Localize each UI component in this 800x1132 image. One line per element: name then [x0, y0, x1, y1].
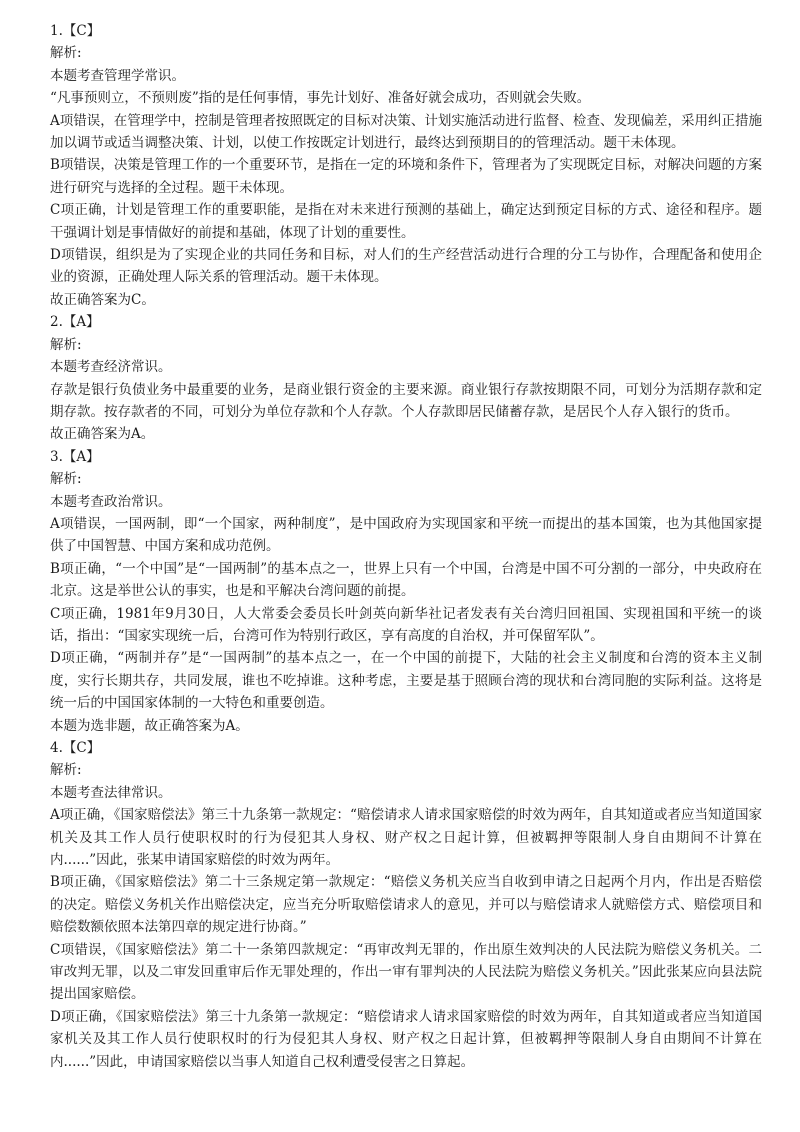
question-3 [50, 446, 762, 737]
topic-line: 本题考查管理学常识。 [50, 67, 185, 84]
analysis-paragraph: 存款是银行负债业务中最重要的业务，是商业银行资金的主要来源。商业银行存款按期限不同，可划分为活期存款和定期存款。按存款者的不同，可划分为单位存款和个人存款。个人存款即居民储蓄存款，是居民个人存入银行的货币。 [50, 381, 762, 420]
question-1 [50, 20, 762, 311]
question-number: 2.【A】 [50, 314, 100, 331]
analysis-paragraph: “凡事预则立，不预则废”指的是任何事情，事先计划好、准备好就会成功，否则就会失败。 [50, 90, 591, 107]
question-number: 4.【C】 [50, 740, 101, 756]
question-4 [50, 737, 762, 1073]
question-2 [50, 311, 762, 445]
topic-line: 本题考查政治常识。 [50, 493, 172, 510]
option-a-explanation: A项正确，《国家赔偿法》第三十九条第一款规定：“赔偿请求人请求国家赔偿的时效为两年，自其知道或者应当知道国家机关及其工作人员行使职权时的行为侵犯其人身权、财产权之日起计算，但被羁押等限制人身自由期间不计算在内......”因此，张某申请国家赔偿的时效为两年。 [50, 807, 762, 869]
analysis-label: 解析: [50, 45, 82, 62]
topic-line: 本题考查法律常识。 [50, 784, 172, 801]
option-a-explanation: A项错误，在管理学中，控制是管理者按照既定的目标对决策、计划实施活动进行监督、检查、发现偏差，采用纠正措施加以调节或适当调整决策、计划，以使工作按既定计划进行，最终达到预期目的的管理活动。题干未体现。 [50, 112, 762, 152]
question-number: 1.【C】 [50, 23, 101, 39]
analysis-label: 解析: [50, 471, 82, 488]
option-c-explanation: C项错误，《国家赔偿法》第二十一条第四款规定：“再审改判无罪的，作出原生效判决的人民法院为赔偿义务机关。二审改判无罪，以及二审发回重审后作无罪处理的，作出一审有罪判决的人民法院为赔偿义务机关。”因此张某应向县法院提出国家赔偿。 [50, 941, 762, 1003]
answer-document [50, 20, 762, 1073]
option-c-explanation: C项正确，计划是管理工作的重要职能，是指在对未来进行预测的基础上，确定达到预定目标的方式、途径和程序。题干强调计划是事情做好的前提和基础，体现了计划的重要性。 [50, 202, 762, 241]
option-d-explanation: D项错误，组织是为了实现企业的共同任务和目标，对人们的生产经营活动进行合理的分工与协作，合理配备和使用企业的资源，正确处理人际关系的管理活动。题干未体现。 [50, 247, 762, 286]
option-d-explanation: D项正确，《国家赔偿法》第三十九条第一款规定：“赔偿请求人请求国家赔偿的时效为两年，自其知道或者应当知道国家机关及其工作人员行使职权时的行为侵犯其人身权、财产权之日起计算，但被羁押等限制人身自由期间不计算在内......”因此，申请国家赔偿以当事人知道自己权利遭受侵害之日算起。 [50, 1008, 762, 1070]
option-d-explanation: D项正确，“两制并存”是“一国两制”的基本点之一，在一个中国的前提下，大陆的社会主义制度和台湾的资本主义制度，实行长期共存，共同发展，谁也不吃掉谁。这种考虑，主要是基于照顾台湾的现状和台湾同胞的实际利益。这将是统一后的中国国家体制的一大特色和重要创造。 [50, 650, 762, 712]
option-a-explanation: A项错误，一国两制，即“一个国家，两种制度”，是中国政府为实现国家和平统一而提出的基本国策，也为其他国家提供了中国智慧、中国方案和成功范例。 [50, 515, 762, 555]
option-b-explanation: B项正确，“一个中国”是“一国两制”的基本点之一，世界上只有一个中国，台湾是中国不可分割的一部分，中央政府在北京。这是举世公认的事实，也是和平解决台湾问题的前提。 [50, 560, 762, 600]
answer-conclusion: 故正确答案为A。 [50, 426, 155, 443]
topic-line: 本题考查经济常识。 [50, 359, 172, 376]
option-b-explanation: B项正确，《国家赔偿法》第二十三条规定第一款规定：“赔偿义务机关应当自收到申请之日起两个月内，作出是否赔偿的决定。赔偿义务机关作出赔偿决定，应当充分听取赔偿请求人的意见，并可以与赔偿请求人就赔偿方式、赔偿项目和赔偿数额依照本法第四章的规定进行协商。” [50, 874, 762, 936]
analysis-label: 解析: [50, 762, 82, 779]
answer-conclusion: 本题为选非题，故正确答案为A。 [50, 717, 249, 734]
answer-conclusion: 故正确答案为C。 [50, 291, 155, 308]
option-c-explanation: C项正确，1981年9月30日，人大常委会委员长叶剑英向新华社记者发表有关台湾归回祖国、实现祖国和平统一的谈话，指出：“国家实现统一后，台湾可作为特别行政区，享有高度的自治权，并可保留军队”。 [50, 605, 762, 644]
option-b-explanation: B项错误，决策是管理工作的一个重要环节，是指在一定的环境和条件下，管理者为了实现既定目标，对解决问题的方案进行研究与选择的全过程。题干未体现。 [50, 157, 762, 196]
question-number: 3.【A】 [50, 448, 100, 465]
analysis-label: 解析: [50, 336, 82, 353]
